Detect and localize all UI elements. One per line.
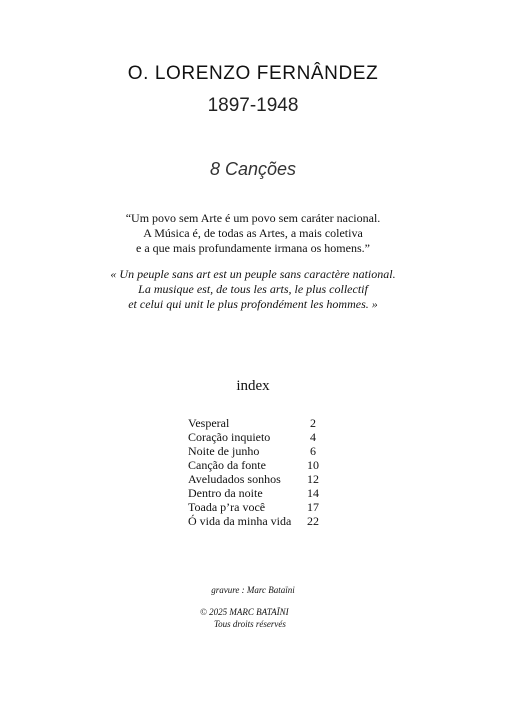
index-row [188,416,328,430]
index-heading: index [236,378,270,394]
index-row [188,458,328,472]
index-page-number: 6 [310,444,316,458]
index-page-number: 2 [310,416,316,430]
epigraph-line: La musique est, de tous les arts, le plus collectif [138,282,368,296]
index-song-title: Aveludados sonhos [188,472,281,486]
index-page-number: 12 [307,472,319,486]
index-song-title: Vesperal [188,416,230,430]
epigraph-french [0,267,506,312]
index-page-number: 17 [307,500,319,514]
rights-reserved: Tous droits réservés [214,619,286,629]
index-song-title: Dentro da noite [188,486,263,500]
index-song-title: Noite de junho [188,444,260,458]
index-table [188,416,328,528]
epigraph-portuguese [0,211,506,256]
engraver-credit: gravure : Marc Bataïni [211,585,295,595]
index-row [188,444,328,458]
index-song-title: Canção da fonte [188,458,266,472]
index-song-title: Ó vida da minha vida [188,514,292,528]
index-row [188,500,328,514]
work-title: 8 Canções [209,159,297,179]
index-row [188,514,328,528]
index-page-number: 4 [310,430,316,444]
index-song-title: Coração inquieto [188,430,271,444]
index-page-number: 10 [307,458,319,472]
epigraph-line: e a que mais profundamente irmana os homens.” [136,241,370,255]
copyright-line: © 2025 MARC BATAÏNI [200,607,289,617]
epigraph-line: « Un peuple sans art est un peuple sans caractère national. [110,267,396,281]
index-row [188,472,328,486]
epigraph-line: A Música é, de todas as Artes, a mais coletiva [143,226,363,240]
index-page-number: 14 [307,486,319,500]
index-song-title: Toada p’ra você [188,500,266,514]
epigraph-line: et celui qui unit le plus profondément les hommes. » [128,297,378,311]
composer-name: O. LORENZO FERNÂNDEZ [127,63,379,84]
copyright-notice [200,606,289,630]
composer-dates: 1897-1948 [207,95,299,116]
epigraph-line: “Um povo sem Arte é um povo sem caráter nacional. [125,211,381,225]
index-row [188,430,328,444]
index-row [188,486,328,500]
index-page-number: 22 [307,514,319,528]
